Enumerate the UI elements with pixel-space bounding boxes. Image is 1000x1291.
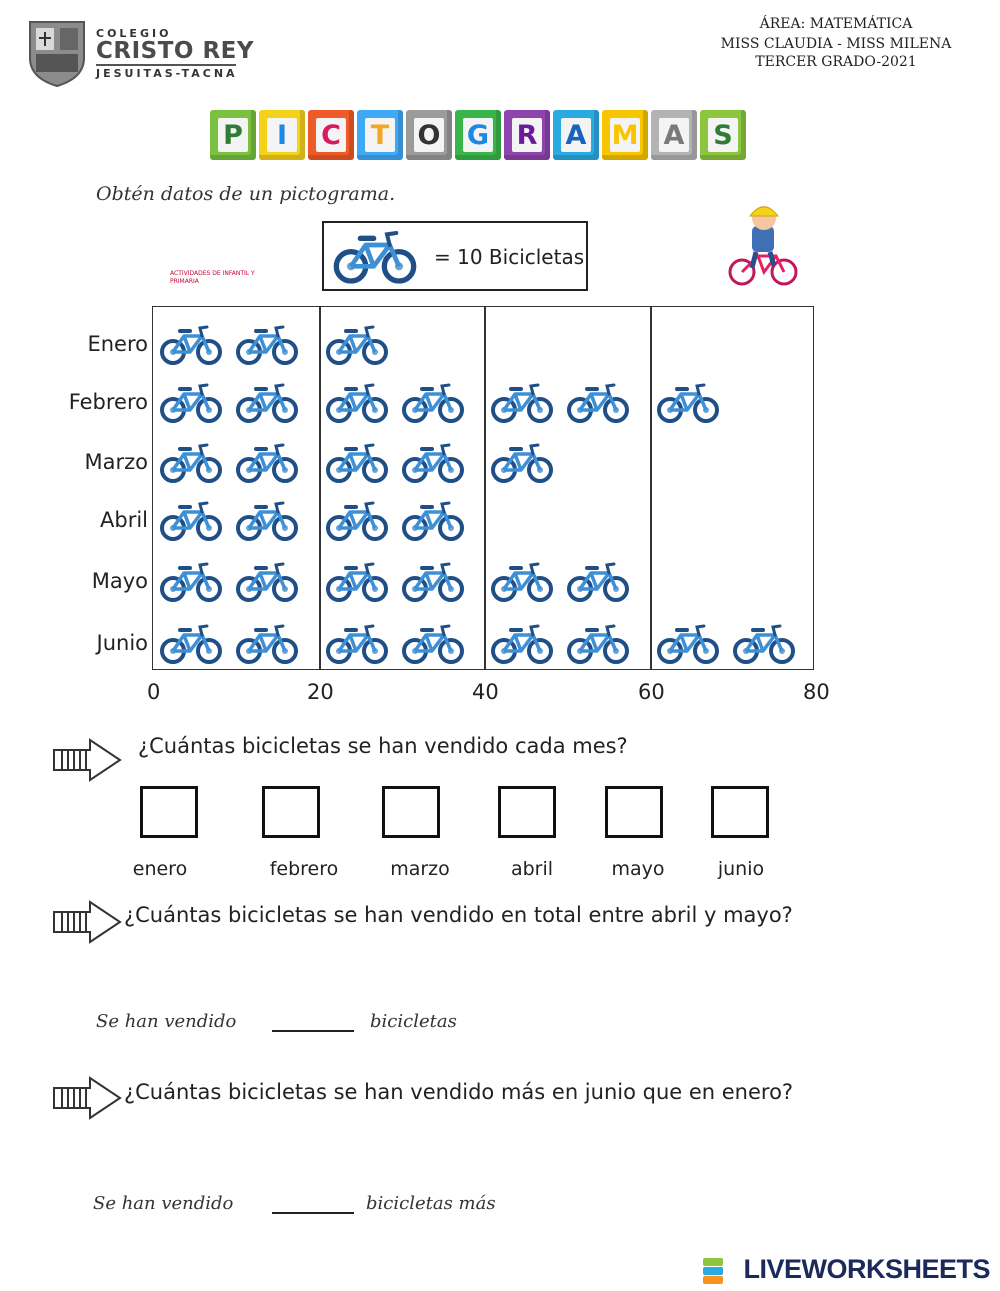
month-label: Abril	[100, 508, 148, 532]
answer-line-2-after: bicicletas más	[366, 1193, 496, 1214]
kid-on-bike-illustration	[726, 196, 800, 288]
title-letter-block	[651, 110, 697, 160]
school-label-bottom: JESUITAS-TACNA	[96, 67, 238, 80]
answer-box-febrero[interactable]	[262, 786, 320, 838]
title-letter: R	[512, 118, 542, 152]
bike-icon	[326, 382, 388, 424]
title-letter: A	[659, 118, 689, 152]
grid-divider	[484, 307, 486, 669]
bike-icon	[402, 500, 464, 542]
bike-icon	[160, 500, 222, 542]
badge-stripe	[703, 1258, 723, 1266]
school-divider	[96, 64, 236, 66]
answer-box-marzo[interactable]	[382, 786, 440, 838]
title-blocks	[210, 110, 790, 164]
bike-icon	[236, 561, 298, 603]
instruction-text: Obtén datos de un pictograma.	[96, 183, 396, 205]
box-label: junio	[717, 858, 765, 880]
bike-icon	[236, 623, 298, 665]
bike-icon	[402, 442, 464, 484]
title-letter-block	[259, 110, 305, 160]
bike-icon	[491, 382, 553, 424]
title-letter: O	[414, 118, 444, 152]
box-label: abril	[510, 858, 554, 880]
x-tick-label: 60	[638, 680, 665, 704]
month-label: Enero	[87, 332, 148, 356]
bike-icon	[567, 623, 629, 665]
x-tick-label: 80	[803, 680, 830, 704]
box-label: enero	[132, 858, 188, 880]
title-letter-block	[504, 110, 550, 160]
box-label: marzo	[390, 858, 450, 880]
bike-icon	[326, 623, 388, 665]
answer-box-junio[interactable]	[711, 786, 769, 838]
brand-stamp-text: ACTIVIDADES DE INFANTIL Y PRIMARIA	[170, 270, 255, 285]
legend-box	[322, 221, 588, 291]
title-letter: C	[316, 118, 346, 152]
title-letter-block	[308, 110, 354, 160]
badge-stripe	[703, 1267, 723, 1275]
question-2: ¿Cuántas bicicletas se han vendido en total entre abril y mayo?	[124, 903, 793, 927]
bike-icon	[236, 324, 298, 366]
school-shield-logo	[26, 18, 88, 88]
bike-icon	[402, 561, 464, 603]
title-letter-block	[406, 110, 452, 160]
title-letter-block	[357, 110, 403, 160]
bike-icon	[326, 561, 388, 603]
bike-icon	[160, 623, 222, 665]
title-letter: P	[218, 118, 248, 152]
area-label: ÁREA: MATEMÁTICA	[759, 16, 913, 32]
title-letter-block	[210, 110, 256, 160]
grid-divider	[319, 307, 321, 669]
bike-icon	[657, 382, 719, 424]
title-letter: A	[561, 118, 591, 152]
title-letter: T	[365, 118, 395, 152]
title-letter-block	[700, 110, 746, 160]
bike-icon	[236, 382, 298, 424]
bike-icon	[402, 382, 464, 424]
x-tick-label: 20	[307, 680, 334, 704]
box-label: febrero	[269, 858, 339, 880]
bike-icon	[567, 382, 629, 424]
title-letter-block	[553, 110, 599, 160]
answer-blank-2[interactable]	[272, 1212, 354, 1214]
bike-icon	[326, 500, 388, 542]
month-label: Febrero	[68, 390, 148, 414]
answer-box-abril[interactable]	[498, 786, 556, 838]
brand-stamp	[170, 270, 280, 304]
grade-label: TERCER GRADO-2021	[755, 54, 917, 70]
question-1: ¿Cuántas bicicletas se han vendido cada mes?	[138, 734, 628, 758]
answer-line-1-before: Se han vendido	[96, 1011, 237, 1032]
bike-icon	[326, 324, 388, 366]
box-label: mayo	[611, 858, 665, 880]
x-tick-label: 40	[472, 680, 499, 704]
bike-icon	[491, 623, 553, 665]
title-letter-block	[602, 110, 648, 160]
arrow-icon	[50, 900, 124, 944]
question-3: ¿Cuántas bicicletas se han vendido más en junio que en enero?	[124, 1080, 794, 1104]
liveworksheets-logo[interactable]: LIVEWORKSHEETS	[743, 1254, 990, 1284]
bike-icon	[160, 442, 222, 484]
answer-blank-1[interactable]	[272, 1030, 354, 1032]
x-tick-label: 0	[147, 680, 161, 704]
bike-icon	[402, 623, 464, 665]
bike-icon	[236, 500, 298, 542]
bike-icon	[326, 442, 388, 484]
legend-text: = 10 Bicicletas	[434, 245, 585, 269]
bike-icon	[332, 229, 418, 285]
liveworksheets-badge-icon	[703, 1258, 723, 1284]
school-name: CRISTO REY	[96, 38, 255, 64]
bike-icon	[236, 442, 298, 484]
teachers-label: MISS CLAUDIA - MISS MILENA	[720, 36, 952, 52]
title-letter: I	[267, 118, 297, 152]
title-letter: M	[611, 119, 639, 151]
title-letter-block	[455, 110, 501, 160]
bike-icon	[160, 382, 222, 424]
bike-icon	[733, 623, 795, 665]
answer-line-2-before: Se han vendido	[93, 1193, 234, 1214]
month-label: Mayo	[91, 569, 148, 593]
arrow-icon	[50, 1076, 124, 1120]
bike-icon	[491, 561, 553, 603]
title-letter: G	[463, 118, 493, 152]
arrow-icon	[50, 738, 124, 782]
grid-divider	[650, 307, 652, 669]
bike-icon	[160, 561, 222, 603]
badge-stripe	[703, 1276, 723, 1284]
answer-box-mayo[interactable]	[605, 786, 663, 838]
bike-icon	[567, 561, 629, 603]
month-label: Marzo	[84, 450, 148, 474]
school-label-top: COLEGIO	[96, 27, 172, 40]
bike-icon	[657, 623, 719, 665]
month-label: Junio	[96, 631, 148, 655]
answer-line-1-after: bicicletas	[370, 1011, 457, 1032]
bike-icon	[491, 442, 553, 484]
title-letter: S	[708, 118, 738, 152]
answer-box-enero[interactable]	[140, 786, 198, 838]
bike-icon	[160, 324, 222, 366]
